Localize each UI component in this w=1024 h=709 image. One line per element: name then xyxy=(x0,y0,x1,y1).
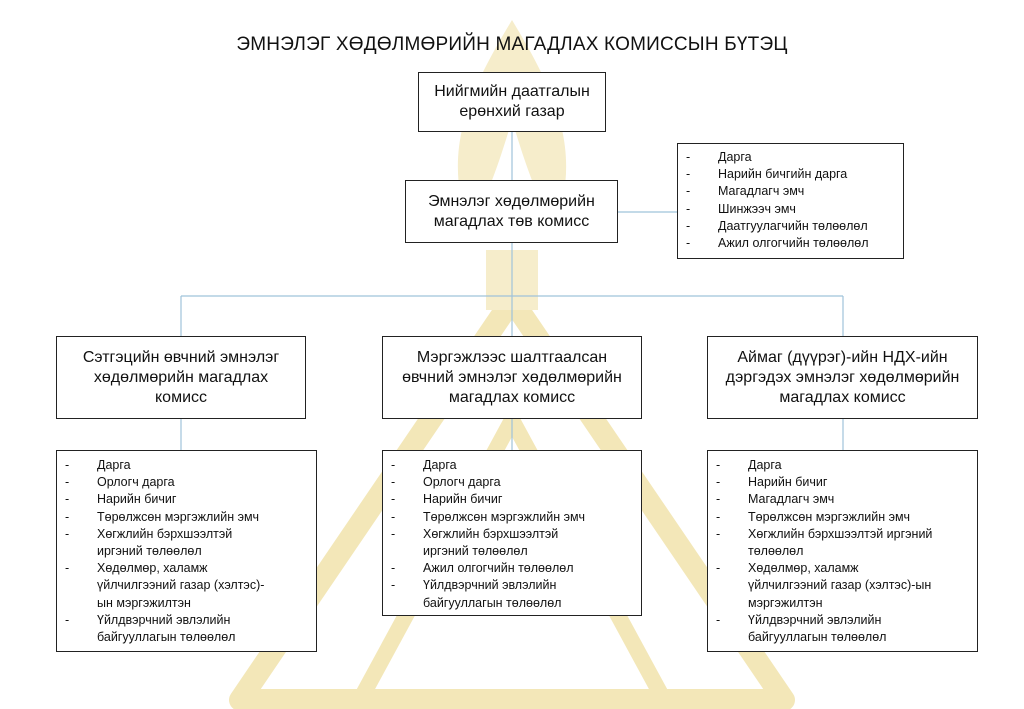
list-item: - Хөгжлийн бэрхшээлтэй иргэний төлөөлөл xyxy=(63,526,310,560)
list-item: - Ажил олгогчийн төлөөлөл xyxy=(684,235,897,252)
occupational-members-list xyxy=(383,451,641,612)
list-item: - Үйлдвэрчний эвлэлийн байгууллагын төлөөлөл xyxy=(714,612,971,646)
list-item: - Хөдөлмөр, халамж үйлчилгээний газар (хэлтэс)- ын мэргэжилтэн xyxy=(63,560,310,612)
list-item: - Нарийн бичгийн дарга xyxy=(684,166,897,183)
list-item: - Дарга xyxy=(389,457,635,474)
root-node xyxy=(418,72,606,132)
list-item: - Нарийн бичиг xyxy=(714,474,971,491)
list-item: - Хөгжлийн бэрхшээлтэй иргэний төлөөлөл xyxy=(389,526,635,560)
psychiatric-commission-node xyxy=(56,336,306,419)
psychiatric-members-list xyxy=(57,451,316,646)
provincial-commission-node xyxy=(707,336,978,419)
list-item: - Орлогч дарга xyxy=(389,474,635,491)
central-commission-node xyxy=(405,180,618,243)
list-item: - Төрөлжсөн мэргэжлийн эмч xyxy=(389,509,635,526)
provincial-members-box xyxy=(707,450,978,652)
list-item: - Даатгуулагчийн төлөөлөл xyxy=(684,218,897,235)
root-node-label: Нийгмийн даатгалын ерөнхий газар xyxy=(434,83,590,120)
list-item: - Магадлагч эмч xyxy=(714,491,971,508)
central-members-list xyxy=(678,144,903,252)
list-item: - Хөдөлмөр, халамж үйлчилгээний газар (хэлтэс)-ын мэргэжилтэн xyxy=(714,560,971,612)
list-item: - Нарийн бичиг xyxy=(63,491,310,508)
central-commission-label: Эмнэлэг хөдөлмөрийн магадлах төв комисс xyxy=(428,192,595,230)
list-item: - Дарга xyxy=(63,457,310,474)
provincial-commission-label: Аймаг (дүүрэг)-ийн НДХ-ийн дэргэдэх эмнэлэг хөдөлмөрийн магадлах комисс xyxy=(725,348,960,406)
list-item: - Үйлдвэрчний эвлэлийн байгууллагын төлөөлөл xyxy=(389,577,635,611)
occupational-commission-node xyxy=(382,336,642,419)
list-item: - Ажил олгогчийн төлөөлөл xyxy=(389,560,635,577)
occupational-members-box xyxy=(382,450,642,616)
list-item: - Орлогч дарга xyxy=(63,474,310,491)
list-item: - Шинжээч эмч xyxy=(684,201,897,218)
provincial-members-list xyxy=(708,451,977,646)
list-item: - Төрөлжсөн мэргэжлийн эмч xyxy=(63,509,310,526)
central-members-box xyxy=(677,143,904,259)
list-item: - Дарга xyxy=(684,149,897,166)
psychiatric-commission-label: Сэтгэцийн өвчний эмнэлэг хөдөлмөрийн магадлах комисс xyxy=(82,348,280,406)
list-item: - Үйлдвэрчний эвлэлийн байгууллагын төлөөлөл xyxy=(63,612,310,646)
page-title: ЭМНЭЛЭГ ХӨДӨЛМӨРИЙН МАГАДЛАХ КОМИССЫН БҮТЭЦ xyxy=(236,34,788,55)
list-item: - Магадлагч эмч xyxy=(684,183,897,200)
psychiatric-members-box xyxy=(56,450,317,652)
list-item: - Нарийн бичиг xyxy=(389,491,635,508)
list-item: - Дарга xyxy=(714,457,971,474)
occupational-commission-label: Мэргэжлээс шалтгаалсан өвчний эмнэлэг хөдөлмөрийн магадлах комисс xyxy=(402,348,622,406)
list-item: - Төрөлжсөн мэргэжлийн эмч xyxy=(714,509,971,526)
list-item: - Хөгжлийн бэрхшээлтэй иргэний төлөөлөл xyxy=(714,526,971,560)
